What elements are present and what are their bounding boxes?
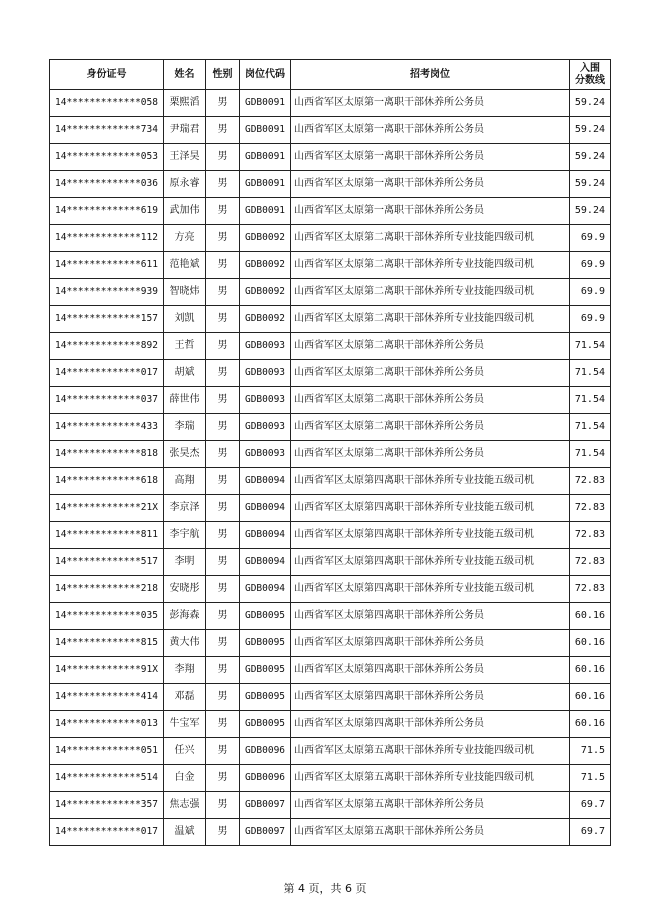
table-row — [50, 819, 611, 846]
gender-cell: 男 — [206, 117, 240, 144]
score-cell: 72.83 — [570, 468, 611, 495]
id-cell: 14*************218 — [50, 576, 164, 603]
score-cell: 59.24 — [570, 90, 611, 117]
name-cell: 王泽昊 — [164, 144, 206, 171]
position-code-cell: GDB0093 — [240, 441, 291, 468]
table-row — [50, 414, 611, 441]
position-code-cell: GDB0094 — [240, 549, 291, 576]
table-row — [50, 549, 611, 576]
gender-cell: 男 — [206, 792, 240, 819]
score-cell: 72.83 — [570, 495, 611, 522]
position-cell: 山西省军区太原第二离职干部休养所公务员 — [291, 414, 570, 441]
gender-cell: 男 — [206, 684, 240, 711]
gender-cell: 男 — [206, 306, 240, 333]
id-cell: 14*************892 — [50, 333, 164, 360]
name-cell: 邓磊 — [164, 684, 206, 711]
score-cell: 60.16 — [570, 711, 611, 738]
position-code-cell: GDB0092 — [240, 279, 291, 306]
candidate-table — [49, 59, 611, 846]
score-cell: 69.7 — [570, 792, 611, 819]
id-cell: 14*************618 — [50, 468, 164, 495]
id-cell: 14*************734 — [50, 117, 164, 144]
position-cell: 山西省军区太原第四离职干部休养所公务员 — [291, 657, 570, 684]
table-row — [50, 765, 611, 792]
position-code-cell: GDB0092 — [240, 306, 291, 333]
gender-cell: 男 — [206, 549, 240, 576]
id-cell: 14*************357 — [50, 792, 164, 819]
position-cell: 山西省军区太原第二离职干部休养所公务员 — [291, 333, 570, 360]
table-row — [50, 171, 611, 198]
table-row — [50, 630, 611, 657]
id-cell: 14*************058 — [50, 90, 164, 117]
name-cell: 温斌 — [164, 819, 206, 846]
position-cell: 山西省军区太原第二离职干部休养所公务员 — [291, 360, 570, 387]
score-cell: 69.7 — [570, 819, 611, 846]
gender-cell: 男 — [206, 225, 240, 252]
position-cell: 山西省军区太原第一离职干部休养所公务员 — [291, 117, 570, 144]
gender-cell: 男 — [206, 576, 240, 603]
name-cell: 胡斌 — [164, 360, 206, 387]
header-name: 姓名 — [164, 60, 206, 90]
table-row — [50, 198, 611, 225]
score-cell: 60.16 — [570, 684, 611, 711]
position-cell: 山西省军区太原第二离职干部休养所专业技能四级司机 — [291, 279, 570, 306]
score-cell: 60.16 — [570, 657, 611, 684]
id-cell: 14*************811 — [50, 522, 164, 549]
gender-cell: 男 — [206, 279, 240, 306]
position-code-cell: GDB0095 — [240, 684, 291, 711]
table-row — [50, 576, 611, 603]
name-cell: 王哲 — [164, 333, 206, 360]
header-row — [50, 60, 611, 90]
id-cell: 14*************036 — [50, 171, 164, 198]
position-cell: 山西省军区太原第四离职干部休养所专业技能五级司机 — [291, 468, 570, 495]
name-cell: 牛宝军 — [164, 711, 206, 738]
score-cell: 69.9 — [570, 279, 611, 306]
table-row — [50, 711, 611, 738]
score-cell: 60.16 — [570, 603, 611, 630]
table-row — [50, 252, 611, 279]
id-cell: 14*************037 — [50, 387, 164, 414]
position-code-cell: GDB0094 — [240, 468, 291, 495]
position-code-cell: GDB0091 — [240, 90, 291, 117]
score-cell: 72.83 — [570, 576, 611, 603]
table-row — [50, 522, 611, 549]
position-code-cell: GDB0095 — [240, 630, 291, 657]
id-cell: 14*************818 — [50, 441, 164, 468]
position-cell: 山西省军区太原第四离职干部休养所专业技能五级司机 — [291, 576, 570, 603]
position-cell: 山西省军区太原第四离职干部休养所公务员 — [291, 711, 570, 738]
table-row — [50, 738, 611, 765]
position-code-cell: GDB0095 — [240, 603, 291, 630]
gender-cell: 男 — [206, 414, 240, 441]
position-code-cell: GDB0093 — [240, 360, 291, 387]
name-cell: 李瑞 — [164, 414, 206, 441]
table-row — [50, 657, 611, 684]
score-cell: 71.5 — [570, 738, 611, 765]
table-row — [50, 279, 611, 306]
name-cell: 李京泽 — [164, 495, 206, 522]
score-cell: 71.54 — [570, 333, 611, 360]
gender-cell: 男 — [206, 387, 240, 414]
id-cell: 14*************053 — [50, 144, 164, 171]
score-cell: 71.54 — [570, 414, 611, 441]
gender-cell: 男 — [206, 522, 240, 549]
name-cell: 李宇航 — [164, 522, 206, 549]
score-cell: 59.24 — [570, 198, 611, 225]
id-cell: 14*************91X — [50, 657, 164, 684]
gender-cell: 男 — [206, 468, 240, 495]
header-gender: 性别 — [206, 60, 240, 90]
score-cell: 71.54 — [570, 441, 611, 468]
name-cell: 焦志强 — [164, 792, 206, 819]
id-cell: 14*************017 — [50, 360, 164, 387]
position-code-cell: GDB0097 — [240, 819, 291, 846]
id-cell: 14*************112 — [50, 225, 164, 252]
position-cell: 山西省军区太原第二离职干部休养所公务员 — [291, 441, 570, 468]
id-cell: 14*************619 — [50, 198, 164, 225]
gender-cell: 男 — [206, 657, 240, 684]
position-cell: 山西省军区太原第二离职干部休养所专业技能四级司机 — [291, 252, 570, 279]
table-row — [50, 360, 611, 387]
gender-cell: 男 — [206, 603, 240, 630]
name-cell: 安晓彤 — [164, 576, 206, 603]
id-cell: 14*************433 — [50, 414, 164, 441]
score-cell: 69.9 — [570, 252, 611, 279]
position-cell: 山西省军区太原第四离职干部休养所公务员 — [291, 684, 570, 711]
name-cell: 张昊杰 — [164, 441, 206, 468]
gender-cell: 男 — [206, 819, 240, 846]
position-cell: 山西省军区太原第五离职干部休养所公务员 — [291, 819, 570, 846]
gender-cell: 男 — [206, 441, 240, 468]
name-cell: 李明 — [164, 549, 206, 576]
gender-cell: 男 — [206, 495, 240, 522]
header-code: 岗位代码 — [240, 60, 291, 90]
header-score-line2: 分数线 — [575, 74, 605, 86]
id-cell: 14*************017 — [50, 819, 164, 846]
name-cell: 武加伟 — [164, 198, 206, 225]
id-cell: 14*************611 — [50, 252, 164, 279]
position-code-cell: GDB0095 — [240, 711, 291, 738]
name-cell: 彭海森 — [164, 603, 206, 630]
position-code-cell: GDB0091 — [240, 144, 291, 171]
name-cell: 黄大伟 — [164, 630, 206, 657]
name-cell: 智晓炜 — [164, 279, 206, 306]
name-cell: 李翔 — [164, 657, 206, 684]
gender-cell: 男 — [206, 360, 240, 387]
position-code-cell: GDB0093 — [240, 414, 291, 441]
position-code-cell: GDB0093 — [240, 387, 291, 414]
position-cell: 山西省军区太原第一离职干部休养所公务员 — [291, 171, 570, 198]
gender-cell: 男 — [206, 252, 240, 279]
position-cell: 山西省军区太原第四离职干部休养所专业技能五级司机 — [291, 522, 570, 549]
gender-cell: 男 — [206, 333, 240, 360]
position-code-cell: GDB0092 — [240, 225, 291, 252]
id-cell: 14*************157 — [50, 306, 164, 333]
table-row — [50, 603, 611, 630]
position-cell: 山西省军区太原第一离职干部休养所公务员 — [291, 198, 570, 225]
name-cell: 方亮 — [164, 225, 206, 252]
position-code-cell: GDB0094 — [240, 576, 291, 603]
position-cell: 山西省军区太原第五离职干部休养所专业技能四级司机 — [291, 738, 570, 765]
position-code-cell: GDB0096 — [240, 765, 291, 792]
position-cell: 山西省军区太原第四离职干部休养所公务员 — [291, 603, 570, 630]
gender-cell: 男 — [206, 144, 240, 171]
position-code-cell: GDB0091 — [240, 117, 291, 144]
table-row — [50, 441, 611, 468]
table-row — [50, 684, 611, 711]
table-row — [50, 333, 611, 360]
score-cell: 69.9 — [570, 306, 611, 333]
id-cell: 14*************517 — [50, 549, 164, 576]
position-cell: 山西省军区太原第一离职干部休养所公务员 — [291, 144, 570, 171]
id-cell: 14*************815 — [50, 630, 164, 657]
table-row — [50, 144, 611, 171]
table-row — [50, 387, 611, 414]
id-cell: 14*************013 — [50, 711, 164, 738]
score-cell: 71.54 — [570, 387, 611, 414]
position-code-cell: GDB0095 — [240, 657, 291, 684]
score-cell: 72.83 — [570, 549, 611, 576]
position-cell: 山西省军区太原第二离职干部休养所专业技能四级司机 — [291, 306, 570, 333]
name-cell: 原永睿 — [164, 171, 206, 198]
score-cell: 59.24 — [570, 144, 611, 171]
position-cell: 山西省军区太原第二离职干部休养所公务员 — [291, 387, 570, 414]
position-code-cell: GDB0093 — [240, 333, 291, 360]
table-row — [50, 117, 611, 144]
table-row — [50, 495, 611, 522]
position-cell: 山西省军区太原第五离职干部休养所公务员 — [291, 792, 570, 819]
score-cell: 60.16 — [570, 630, 611, 657]
id-cell: 14*************051 — [50, 738, 164, 765]
score-cell: 71.54 — [570, 360, 611, 387]
name-cell: 范艳斌 — [164, 252, 206, 279]
position-cell: 山西省军区太原第五离职干部休养所专业技能四级司机 — [291, 765, 570, 792]
gender-cell: 男 — [206, 90, 240, 117]
id-cell: 14*************514 — [50, 765, 164, 792]
gender-cell: 男 — [206, 711, 240, 738]
position-cell: 山西省军区太原第一离职干部休养所公务员 — [291, 90, 570, 117]
name-cell: 任兴 — [164, 738, 206, 765]
name-cell: 白金 — [164, 765, 206, 792]
gender-cell: 男 — [206, 171, 240, 198]
id-cell: 14*************035 — [50, 603, 164, 630]
position-code-cell: GDB0094 — [240, 495, 291, 522]
header-id: 身份证号 — [50, 60, 164, 90]
position-code-cell: GDB0091 — [240, 198, 291, 225]
gender-cell: 男 — [206, 198, 240, 225]
score-cell: 72.83 — [570, 522, 611, 549]
gender-cell: 男 — [206, 738, 240, 765]
score-cell: 59.24 — [570, 171, 611, 198]
position-cell: 山西省军区太原第四离职干部休养所公务员 — [291, 630, 570, 657]
position-code-cell: GDB0096 — [240, 738, 291, 765]
table-row — [50, 468, 611, 495]
position-code-cell: GDB0097 — [240, 792, 291, 819]
name-cell: 尹瑞君 — [164, 117, 206, 144]
position-code-cell: GDB0092 — [240, 252, 291, 279]
position-cell: 山西省军区太原第二离职干部休养所专业技能四级司机 — [291, 225, 570, 252]
gender-cell: 男 — [206, 630, 240, 657]
header-score — [570, 60, 611, 90]
id-cell: 14*************939 — [50, 279, 164, 306]
position-cell: 山西省军区太原第四离职干部休养所专业技能五级司机 — [291, 549, 570, 576]
table-row — [50, 792, 611, 819]
name-cell: 刘凯 — [164, 306, 206, 333]
id-cell: 14*************21X — [50, 495, 164, 522]
name-cell: 薛世伟 — [164, 387, 206, 414]
id-cell: 14*************414 — [50, 684, 164, 711]
table-row — [50, 90, 611, 117]
header-score-line1: 入围 — [580, 63, 600, 74]
gender-cell: 男 — [206, 765, 240, 792]
score-cell: 71.5 — [570, 765, 611, 792]
position-cell: 山西省军区太原第四离职干部休养所专业技能五级司机 — [291, 495, 570, 522]
position-code-cell: GDB0091 — [240, 171, 291, 198]
table-row — [50, 306, 611, 333]
score-cell: 59.24 — [570, 117, 611, 144]
header-position: 招考岗位 — [291, 60, 570, 90]
score-cell: 69.9 — [570, 225, 611, 252]
name-cell: 高翔 — [164, 468, 206, 495]
name-cell: 栗熙滔 — [164, 90, 206, 117]
table-row — [50, 225, 611, 252]
page-footer: 第 4 页，共 6 页 — [283, 882, 367, 895]
position-code-cell: GDB0094 — [240, 522, 291, 549]
